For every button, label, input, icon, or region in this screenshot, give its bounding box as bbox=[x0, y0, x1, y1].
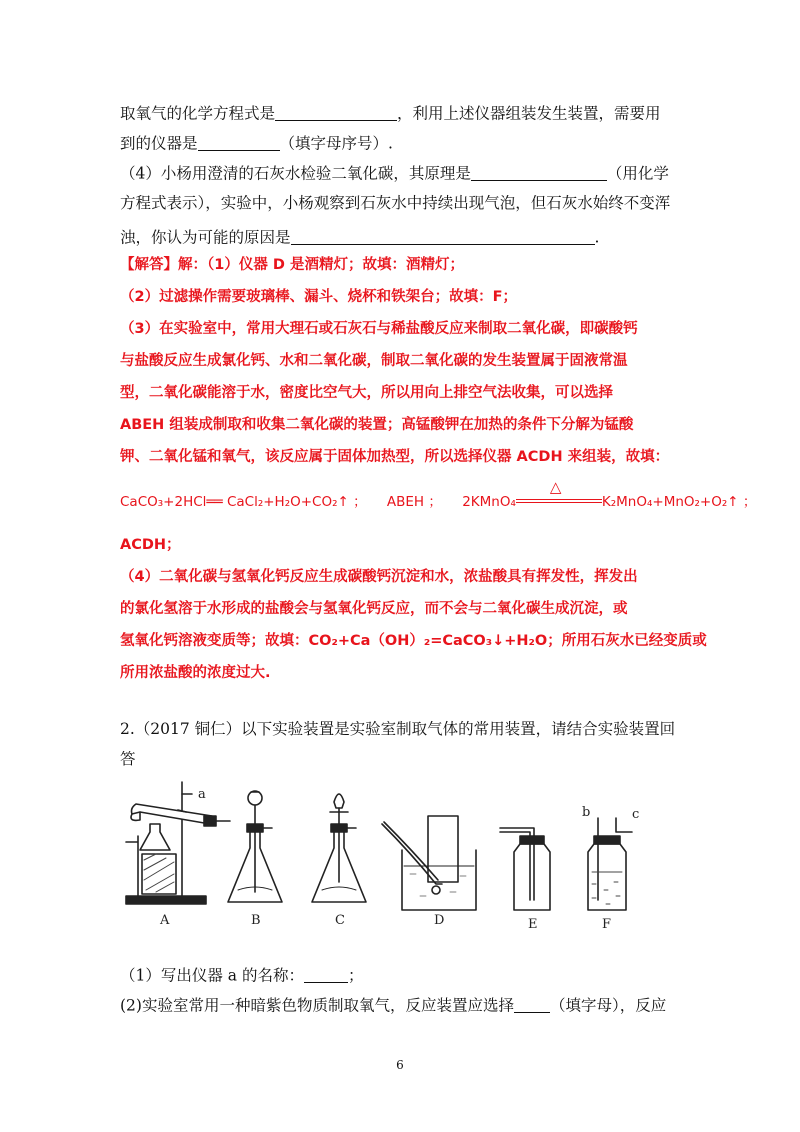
question-2-sub1 bbox=[120, 966, 363, 984]
apparatus-d bbox=[382, 816, 476, 910]
answer-blank bbox=[471, 164, 607, 181]
question-text: （填字母序号）. bbox=[279, 134, 393, 153]
question-text: 取氧气的化学方程式是 bbox=[120, 104, 276, 123]
mark-c: c bbox=[632, 807, 640, 822]
answer-blank bbox=[304, 966, 348, 983]
question-line bbox=[120, 164, 669, 182]
equation-kmno4-left: 2KMnO₄ bbox=[462, 494, 516, 510]
answer-line: 【解答】解：（1）仪器 D 是酒精灯；故填：酒精灯； bbox=[120, 257, 464, 273]
answer-line: 所用浓盐酸的浓度过大. bbox=[120, 665, 271, 681]
answer-line: 氢氧化钙溶液变质等；故填：CO₂+Ca（OH）₂=CaCO₃↓+H₂O；所用石灰水已经变质或 bbox=[120, 633, 707, 649]
heat-symbol: △ bbox=[549, 478, 562, 496]
question-text: (2)实验室常用一种暗紫色物质制取氧气，反应装置应选择 bbox=[120, 996, 514, 1015]
answer-blank bbox=[514, 996, 550, 1013]
answer-line: 钾、二氧化锰和氧气，该反应属于固体加热型，所以选择仪器 ACDH 来组装，故填： bbox=[120, 449, 670, 465]
answer-line: （2）过滤操作需要玻璃棒、漏斗、烧杯和铁架台；故填：F； bbox=[120, 289, 517, 305]
answer-blank bbox=[275, 104, 397, 121]
question-text: . bbox=[594, 228, 600, 247]
answer-line: ACDH； bbox=[120, 537, 181, 553]
question-text: （填字母），反应 bbox=[549, 996, 667, 1015]
apparatus-e bbox=[500, 828, 550, 910]
answer-line: 型，二氧化碳能溶于水，密度比空气大，所以用向上排空气法收集，可以选择 bbox=[120, 385, 613, 401]
answer-line: ABEH 组装成制取和收集二氧化碳的装置；高锰酸钾在加热的条件下分解为锰酸 bbox=[120, 417, 634, 433]
equation-caco3: CaCO₃+2HCl══ CaCl₂+H₂O+CO₂↑ ； bbox=[120, 494, 367, 510]
question-text: （1）写出仪器 a 的名称： bbox=[120, 966, 304, 985]
equation-kmno4-right: K₂MnO₄+MnO₂+O₂↑ ； bbox=[601, 494, 757, 510]
answer-line: （3）在实验室中，常用大理石或石灰石与稀盐酸反应来制取二氧化碳，即碳酸钙 bbox=[120, 321, 638, 337]
question-line bbox=[120, 228, 599, 246]
apparatus-figure bbox=[120, 772, 680, 932]
label-d: D bbox=[434, 913, 445, 928]
heating-condition-arrow bbox=[516, 478, 602, 508]
mark-b: b bbox=[582, 805, 591, 820]
answer-line: 的氯化氢溶于水形成的盐酸会与氢氧化钙反应，而不会与二氧化碳生成沉淀，或 bbox=[120, 601, 628, 617]
mark-a: a bbox=[198, 787, 206, 802]
answer-blank bbox=[198, 134, 280, 151]
label-a: A bbox=[160, 913, 170, 928]
apparatus-a bbox=[126, 782, 230, 904]
equation-separator: ABEH ； bbox=[386, 494, 442, 510]
label-f: F bbox=[602, 917, 612, 932]
question-text: （4）小杨用澄清的石灰水检验二氧化碳，其原理是 bbox=[120, 164, 471, 183]
question-text: （用化学 bbox=[606, 164, 669, 183]
question-text: 浊，你认为可能的原因是 bbox=[120, 228, 291, 247]
label-e: E bbox=[528, 917, 538, 932]
apparatus-b bbox=[228, 791, 282, 902]
question-2-sub2 bbox=[120, 996, 666, 1014]
equation-line bbox=[120, 478, 757, 510]
question-text: ； bbox=[347, 966, 364, 985]
question-line bbox=[120, 134, 393, 152]
question-line bbox=[120, 104, 661, 122]
question-text: ，利用上述仪器组装发生装置，需要用 bbox=[397, 104, 661, 123]
question-line: 方程式表示），实验中，小杨观察到石灰水中持续出现气泡，但石灰水始终不变浑 bbox=[120, 194, 671, 212]
answer-line: （4）二氧化碳与氢氧化钙反应生成碳酸钙沉淀和水，浓盐酸具有挥发性，挥发出 bbox=[120, 569, 638, 585]
label-b: B bbox=[251, 913, 261, 928]
question-2-line: 答 bbox=[120, 750, 136, 768]
apparatus-c bbox=[312, 794, 366, 902]
answer-blank bbox=[291, 228, 595, 245]
apparatus-f bbox=[588, 818, 632, 910]
question-2-line: 2.（2017 铜仁）以下实验装置是实验室制取气体的常用装置，请结合实验装置回 bbox=[120, 720, 676, 738]
label-c: C bbox=[335, 913, 345, 928]
answer-line: 与盐酸反应生成氯化钙、水和二氧化碳，制取二氧化碳的发生装置属于固液常温 bbox=[120, 353, 628, 369]
question-text: 到的仪器是 bbox=[120, 134, 198, 153]
page-number: 6 bbox=[396, 1058, 404, 1072]
